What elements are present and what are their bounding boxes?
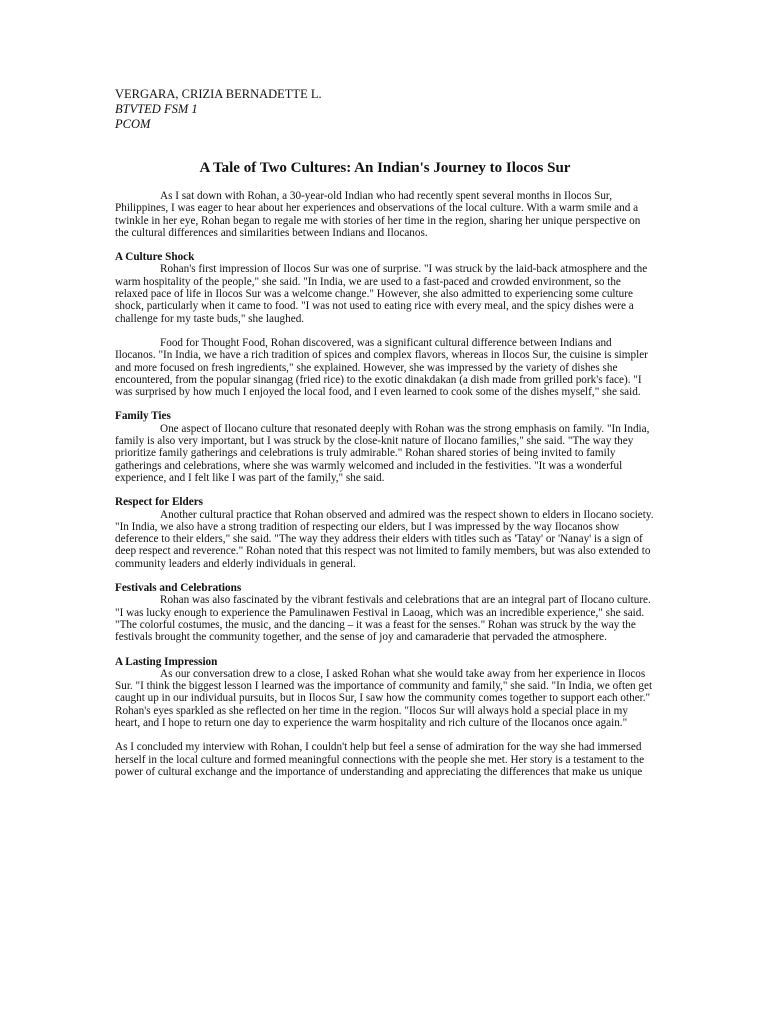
food-paragraph: Food for Thought Food, Rohan discovered, was a significant cultural difference between Indians and Ilocanos. "In India, we have a rich tradition of spices and complex flavors, whereas in Ilocos Sur, the cuisine is simpler and more focused on fresh ingredients," she explained. However, she was impressed by the variety of dishes she encountered, from the popular sinangag (fried rice) to the exotic dinakdakan (a dish made from grilled pork's face). "I was surprised by how much I enjoyed the local food, and I even learned to cook some of the dishes myself," she said. xyxy=(115,336,648,399)
conclusion-paragraph: As I concluded my interview with Rohan, I couldn't help but feel a sense of admiration for the way she had immersed herself in the local culture and formed meaningful connections with the people she met. Her story is a testament to the power of cultural exchange and the importance of understanding and appreciating the differences that make us unique xyxy=(115,741,645,778)
section-heading-family-ties: Family Ties xyxy=(115,410,171,423)
festivals-paragraph: Rohan was also fascinated by the vibrant festivals and celebrations that are an integral part of Ilocano culture. "I was lucky enough to experience the Pamulinawen Festival in Laoag, which was an incredible experience," she said. "The colorful costumes, the music, and the dancing – it was a feast for the senses." Rohan was struck by the way the festivals brought the community together, and the sense of joy and camaraderie that pervaded the atmosphere. xyxy=(115,594,651,644)
student-name: VERGARA, CRIZIA BERNADETTE L. xyxy=(115,87,322,101)
section-heading-lasting: A Lasting Impression xyxy=(115,655,218,668)
lasting-paragraph: As our conversation drew to a close, I asked Rohan what she would take away from her experience in Ilocos Sur. "I think the biggest lesson I learned was the importance of community and family," she said. "In India, we often get caught up in our individual pursuits, but in Ilocos Sur, I saw how the community comes together to support each other." Rohan's eyes sparkled as she reflected on her time in the region. "Ilocos Sur will always hold a special place in my heart, and I hope to return one day to experience the warm hospitality and rich culture of the Ilocanos once again." xyxy=(115,667,653,729)
culture-shock-paragraph: Rohan's first impression of Ilocos Sur was one of surprise. "I was struck by the laid-back atmosphere and the warm hospitality of the people," she said. "In India, we are used to a fast-paced and crowded environment, so the relaxed pace of life in Ilocos Sur was a welcome change." However, she also admitted to experiencing some culture shock, particularly when it came to food. "I was not used to eating rice with every meal, and the spicy dishes were a challenge for my taste buds," she laughed. xyxy=(115,263,648,325)
subject-code: PCOM xyxy=(115,117,151,131)
page-title: A Tale of Two Cultures: An Indian's Journey to Ilocos Sur xyxy=(199,160,571,176)
section-heading-respect: Respect for Elders xyxy=(115,496,204,509)
document-page xyxy=(115,87,655,778)
family-ties-paragraph: One aspect of Ilocano culture that resonated deeply with Rohan was the strong emphasis on family. "In India, family is also very important, but I was struck by the close-knit nature of Ilocano families," she said. "The way they prioritize family gatherings and celebrations is truly admirable." Rohan shared stories of being invited to family gatherings and celebrations, where she was warmly welcomed and included in the festivities. "It was a wonderful experience, and I felt like I was part of the family," she said. xyxy=(115,422,650,484)
section-heading-festivals: Festivals and Celebrations xyxy=(115,582,242,595)
section-heading-culture-shock: A Culture Shock xyxy=(115,251,195,264)
course-code: BTVTED FSM 1 xyxy=(115,102,198,116)
intro-paragraph: As I sat down with Rohan, a 30-year-old Indian who had recently spent several months in Ilocos Sur, Philippines, I was eager to hear about her experiences and observations of the local culture. With a warm smile and a twinkle in her eye, Rohan began to regale me with stories of her time in the region, sharing her unique perspective on the cultural differences and similarities between Indians and Ilocanos. xyxy=(115,190,641,239)
respect-paragraph: Another cultural practice that Rohan observed and admired was the respect shown to elders in Ilocano society. "In India, we also have a strong tradition of respecting our elders, but I was impressed by the way Ilocanos show deference to their elders," she said. "The way they address their elders with titles such as 'Tatay' or 'Nanay' is a sign of deep respect and reverence." Rohan noted that this respect was not limited to family members, but was also extended to community leaders and elderly individuals in general. xyxy=(115,508,654,570)
